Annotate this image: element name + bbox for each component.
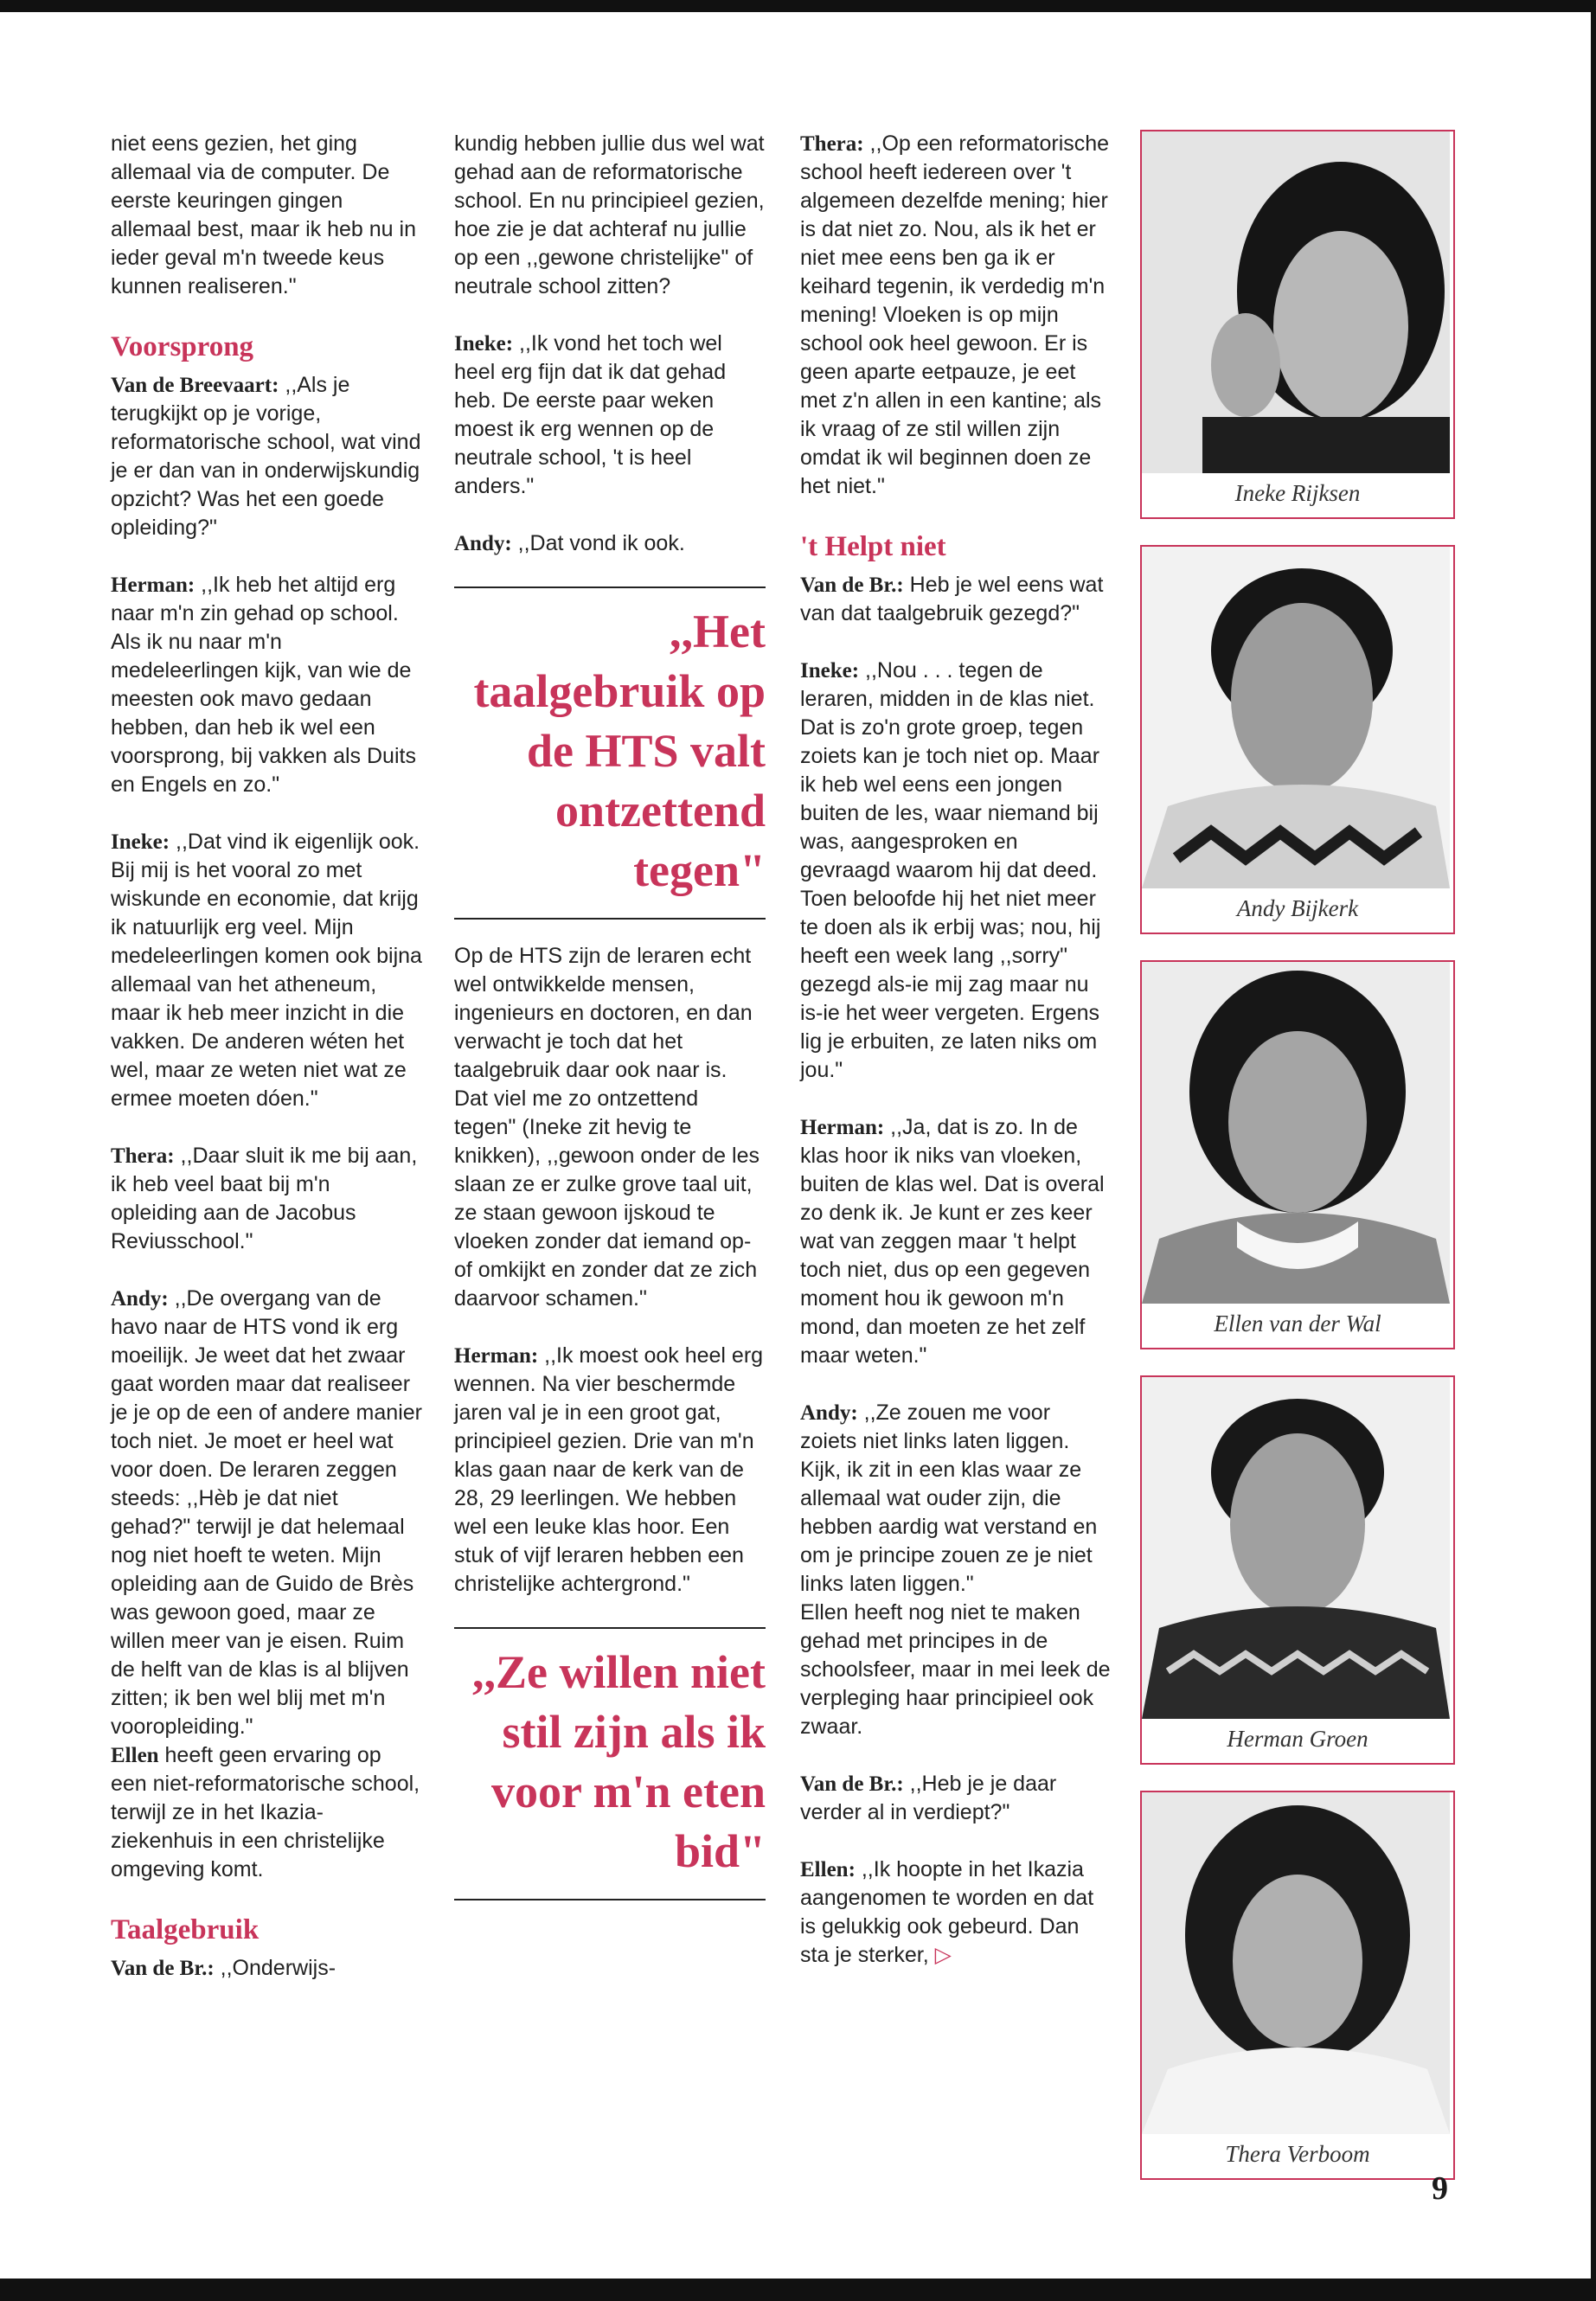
pull-quote-taalgebruik: ,,Het taalgebruik op de HTS valt ontzettend tegen" (454, 586, 766, 920)
portrait-photo (1142, 1792, 1450, 2134)
paragraph-text: ,,Heb je je daar verder al in verdiept?" (800, 1772, 1057, 1824)
speaker-label: Van de Breevaart: (111, 374, 279, 397)
paragraph-text: ,,Op een reformatorische school heeft iedereen over 't algemeen dezelfde mening; hier is dat niet zo. Nou, als ik het er niet mee eens ben ga ik er keihard tegenin, ik verdedig m'n mening! Vloeken is op mijn school ook heel gewoon. Er is geen aparte eetpauze, je eet met z'n allen in een kantine; als ik vraag of ze stil willen zijn omdat ik wil beginnen doen ze het niet." (800, 131, 1110, 498)
paragraph-text: ,,Ik hoopte in het Ikazia aangenomen te worden en dat is gelukkig ook gebeurd. Dan sta je sterker, (800, 1857, 1094, 1967)
paragraph-text: ,,Ik heb het altijd erg naar m'n zin gehad op school. Als ik nu naar m'n medeleerlingen kijk, van wie de meesten ook mavo gedaan hebben, dan heb ik wel een voorsprong, bij vakken als Duits en Engels en zo." (111, 573, 416, 797)
paragraph (800, 1856, 1112, 1970)
speaker-label: Herman: (800, 1116, 885, 1139)
portrait-thera (1140, 1791, 1455, 2180)
paragraph-text: ,,Ik vond het toch wel heel erg fijn dat ik dat gehad heb. De eerste paar weken moest ik erg wennen op de neutrale school, 't is heel anders." (454, 331, 727, 498)
speaker-label: Ineke: (454, 332, 514, 356)
portrait-photo (1142, 547, 1450, 888)
portrait-caption: Ellen van der Wal (1214, 1311, 1381, 1336)
paragraph-text: ,,De overgang van de havo naar de HTS vond ik erg moeilijk. Je weet dat het zwaar gaat worden maar dat realiseer je je op de een of andere manier toch niet. Je moet er heel wat voor doen. De leraren zeggen steeds: ,,Hèb je dat niet gehad?" terwijl je dat helemaal nog niet hoeft te weten. Mijn opleiding aan de Guido de Brès was gewoon goed, maar ze willen meer van je eisen. Ruim de helft van de klas is al blijven zitten; ik ben wel blij met m'n vooropleiding." (111, 1286, 422, 1739)
paragraph (454, 1342, 766, 1599)
paragraph: kundig hebben jullie dus wel wat gehad aan de reformatorische school. En nu principieel gezien, hoe zie je dat achteraf nu jullie op een ,,gewone christelijke" of neutrale school zitten? (454, 131, 765, 298)
portrait-ellen (1140, 960, 1455, 1349)
page-number: 9 (1432, 2170, 1448, 2207)
speaker-label: Andy: (454, 532, 512, 555)
paragraph-text: heeft geen ervaring op een niet-reformatorische school, terwijl ze in het Ikazia-ziekenhuis in een christelijke omgeving komt. (111, 1743, 420, 1881)
section-heading-helpt-niet: 't Helpt niet (800, 531, 946, 562)
paragraph (111, 1741, 422, 1884)
paragraph (800, 1399, 1112, 1599)
speaker-label: Van de Br.: (800, 1772, 904, 1796)
portrait-herman (1140, 1375, 1455, 1765)
paragraph-text: ,,Als je terugkijkt op je vorige, reformatorische school, wat vind je er dan van in onderwijskundig opzicht? Was het een goede opleiding?" (111, 373, 421, 540)
paragraph (111, 1285, 422, 1741)
page-border-right (1591, 0, 1596, 2301)
portrait-caption: Thera Verboom (1225, 2141, 1370, 2167)
portrait-column (1140, 130, 1452, 2206)
paragraph-text: ,,Ik moest ook heel erg wennen. Na vier beschermde jaren val je in een groot gat, principieel gezien. Drie van m'n klas gaan naar de kerk van de 28, 29 leerlingen. We hebben wel een leuke klas hoor. Een stuk of vijf leraren hebben een christelijke achtergrond." (454, 1343, 764, 1596)
speaker-label: Ineke: (800, 659, 860, 683)
paragraph (800, 1770, 1112, 1827)
paragraph-text: ,,Nou . . . tegen de leraren, midden in de klas niet. Dat is zo'n grote groep, tegen zoiets kan je toch niet op. Maar ik heb wel eens een jongen buiten de les, waar niemand bij was, aangesproken en gevraagd waarom hij dat deed. Toen beloofde hij het niet meer te doen als ik erbij was; nou, hij heeft een week lang ,,sorry" gezegd als-ie mij zag maar nu is-ie het weer vergeten. Ergens lig je erbuiten, ze laten niks om jou." (800, 658, 1101, 1082)
paragraph (800, 657, 1112, 1085)
portrait-andy (1140, 545, 1455, 934)
portrait-photo (1142, 1377, 1450, 1719)
section-heading-voorsprong: Voorsprong (111, 331, 254, 362)
paragraph (111, 1954, 422, 1983)
pull-quote-stil-zijn: ,,Ze willen niet stil zijn als ik voor m'n eten bid" (454, 1627, 766, 1900)
speaker-label: Van de Br.: (111, 1957, 215, 1980)
portrait-ineke (1140, 130, 1455, 519)
paragraph-text: ,,Ze zouen me voor zoiets niet links laten liggen. Kijk, ik zit in een klas waar ze allemaal wat ouder zijn, die hebben aardig wat verstand en om je principe zouen ze je niet links laten liggen." (800, 1400, 1098, 1596)
portrait-caption: Andy Bijkerk (1236, 895, 1359, 921)
paragraph (111, 828, 422, 1113)
speaker-label: Andy: (111, 1287, 169, 1311)
portrait-photo (1142, 962, 1450, 1304)
page-border-top (0, 0, 1596, 12)
paragraph (111, 371, 422, 542)
paragraph-text: ,,Daar sluit ik me bij aan, ik heb veel baat bij m'n opleiding aan de Jacobus Reviusschool." (111, 1144, 418, 1253)
paragraph (111, 1142, 422, 1256)
speaker-label: Ineke: (111, 830, 170, 854)
paragraph-text: ,,Dat vond ik ook. (511, 531, 685, 555)
paragraph (800, 130, 1112, 501)
portrait-photo (1142, 131, 1450, 473)
paragraph-text: ,,Onderwijs- (214, 1956, 337, 1980)
continue-arrow-icon: ▷ (934, 1943, 952, 1967)
page-border-bottom (0, 2279, 1596, 2301)
speaker-label: Thera: (111, 1144, 175, 1168)
paragraph: Op de HTS zijn de leraren echt wel ontwikkelde mensen, ingenieurs en doctoren, en dan verwacht je toch dat het taalgebruik daar ook naar is. Dat viel me zo ontzettend tegen" (Ineke zit hevig te knikken), ,,gewoon onder de les slaan ze er zulke grove taal uit, ze staan gewoon ijskoud te vloeken zonder dat iemand op- of omkijkt en zonder dat ze zich daarvoor schamen." (454, 944, 760, 1311)
portrait-caption: Herman Groen (1227, 1726, 1368, 1752)
speaker-label: Herman: (454, 1344, 539, 1368)
paragraph: Ellen heeft nog niet te maken gehad met principes in de schoolsfeer, maar in mei leek de verpleging haar principieel ook zwaar. (800, 1600, 1111, 1739)
paragraph-text: Heb je wel eens wat van dat taalgebruik gezegd?" (800, 573, 1104, 625)
text-column-2 (454, 130, 766, 1923)
speaker-label: Thera: (800, 132, 864, 156)
speaker-label: Herman: (111, 574, 195, 597)
text-column-1 (111, 130, 422, 2011)
paragraph (111, 571, 422, 799)
paragraph (800, 571, 1112, 628)
portrait-caption: Ineke Rijksen (1234, 480, 1361, 506)
speaker-label: Ellen: (800, 1858, 856, 1881)
speaker-label: Van de Br.: (800, 574, 904, 597)
text-column-3 (800, 130, 1112, 1998)
paragraph (800, 1113, 1112, 1370)
paragraph: niet eens gezien, het ging allemaal via de computer. De eerste keuringen gingen allemaal best, maar ik heb nu in ieder geval m'n tweede keus kunnen realiseren." (111, 131, 416, 298)
speaker-label: Ellen (111, 1744, 159, 1767)
paragraph-text: ,,Dat vind ik eigenlijk ook. Bij mij is het vooral zo met wiskunde en economie, dat krijg ik natuurlijk erg veel. Mijn medeleerlingen komen ook bijna allemaal van het atheneum, maar ik heb meer inzicht in die vakken. De anderen wéten het wel, maar ze weten niet wat ze ermee moeten dóen." (111, 830, 422, 1111)
section-heading-taalgebruik: Taalgebruik (111, 1914, 260, 1945)
paragraph (454, 529, 766, 558)
paragraph (454, 330, 766, 501)
paragraph-text: ,,Ja, dat is zo. In de klas hoor ik niks van vloeken, buiten de klas wel. Dat is overal zo denk ik. Je kunt er zes keer wat van zeggen maar 't helpt toch niet, dus op een gegeven moment hou ik gewoon m'n mond, dan moeten ze het zelf maar weten." (800, 1115, 1105, 1368)
speaker-label: Andy: (800, 1401, 858, 1425)
